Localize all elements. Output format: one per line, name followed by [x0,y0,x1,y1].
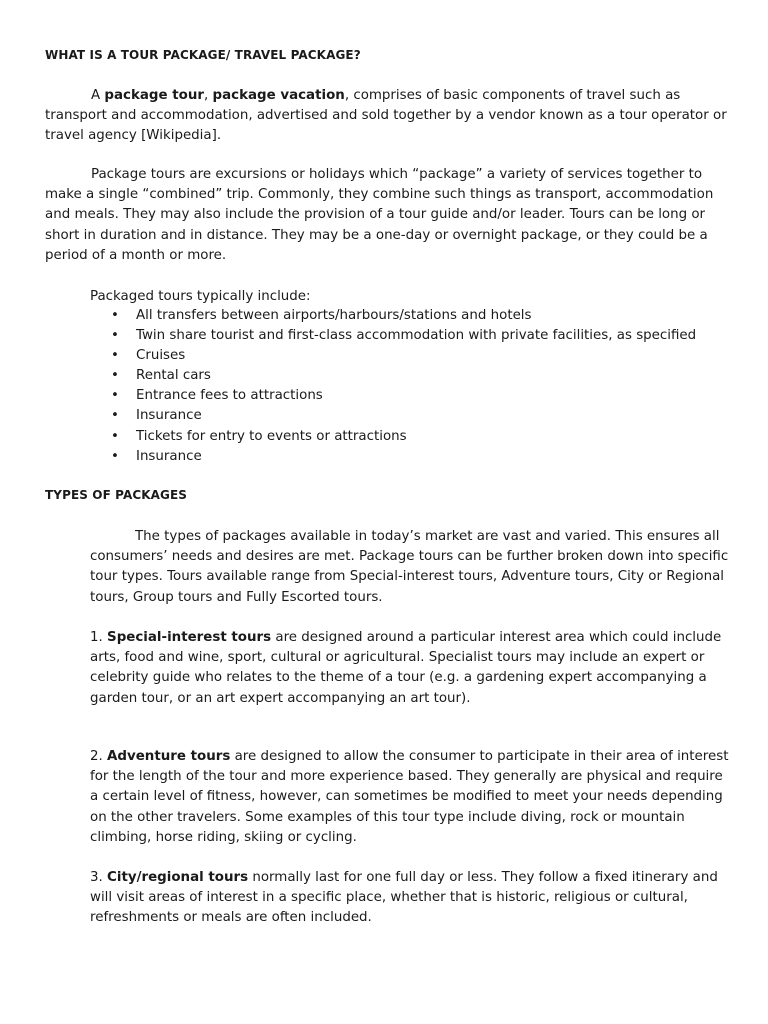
list-item-text: All transfers between airports/harbours/stations and hotels [136,308,532,323]
list-item-text: Insurance [136,448,202,464]
paragraph-adventure-tours [90,747,730,848]
bullet-icon: • [111,408,119,424]
list-item-text: Twin share tourist and first-class accommodation with private facilities, as specified [136,328,697,344]
list-item-text: Tickets for entry to events or attractions [136,428,407,444]
term-city-regional-tours: City/regional tours [107,870,249,885]
bullet-icon: • [111,328,119,344]
list-item-text: Cruises [136,348,186,364]
list-item [90,447,696,467]
type-description: normally last for one full day or less. They follow a fixed itinerary and will visit areas of interest in a specific place, whether that is historic, religious or cultural, refreshments or meals are often included. [90,870,718,926]
term-adventure-tours: Adventure tours [107,749,231,764]
list-item-text: Entrance fees to attractions [136,388,323,404]
term-package-tour: package tour [104,88,204,103]
list-item [90,326,696,346]
bullet-icon: • [111,428,119,444]
type-description: are designed to allow the consumer to participate in their area of interest for the length of the tour and more experience based. They generally are physical and require a certain level of fitness, however, can sometimes be modified to meet your needs depending on the other travelers. Some examples of this tour type include diving, rock or mountain climbing, horse riding, skiing or cycling. [90,749,729,845]
bullet-icon: • [111,308,119,323]
para-1-pre: A [91,88,105,103]
list-item [90,366,696,386]
list-item [90,386,696,406]
list-item [90,346,696,366]
list-item [90,427,696,447]
paragraph-package-tours: Package tours are excursions or holidays which “package” a variety of services together to make a single “combined” trip. Commonly, they combine such things as transport, accommodation and meals. They may also include the provision of a tour guide and/or leader. Tours can be long or short in duration and in distance. They may be a one-day or overnight package, or they could be a period of a month or more. [45,167,714,263]
term-package-vacation: package vacation [212,88,345,103]
para-1-rest: , comprises of basic components of travel such as transport and accommodation, advertised and sold together by a vendor known as a tour operator or travel agency [Wikipedia]. [45,88,727,144]
type-number: 3. [90,870,108,885]
bullet-icon: • [111,388,119,404]
paragraph-definition [45,86,735,147]
type-number: 1. [90,630,108,645]
includes-lead: Packaged tours typically include: [90,289,311,304]
list-item-text: Rental cars [136,368,211,384]
term-special-interest-tours: Special-interest tours [107,630,272,645]
bullet-icon: • [111,368,119,384]
para-1-mid: , [204,88,213,103]
type-description: are designed around a particular interest area which could include arts, food and wine, sport, cultural or agricultural. Specialist tours may include an expert or celebrity guide who relates to the theme of a tour (e.g. a gardening expert accompanying a garden tour, or an art expert accompanying an art tour). [90,630,722,706]
paragraph-city-regional-tours [90,868,730,929]
bullet-icon: • [111,348,119,364]
heading-types-of-packages: TYPES OF PACKAGES [45,488,188,502]
list-item [90,406,696,426]
heading-what-is-tour-package: WHAT IS A TOUR PACKAGE/ TRAVEL PACKAGE? [45,48,361,62]
list-item [90,306,696,326]
paragraph-types-intro: The types of packages available in today’s market are vast and varied. This ensures all consumers’ needs and desires are met. Package tours can be further broken down into specific tour types. Tours available range from Special-interest tours, Adventure tours, City or Regional tours, Group tours and Fully Escorted tours. [90,529,729,605]
type-number: 2. [90,749,108,764]
list-item-text: Insurance [136,408,202,424]
bullet-icon: • [111,448,119,464]
includes-list [90,306,696,467]
paragraph-special-interest-tours [90,628,730,709]
